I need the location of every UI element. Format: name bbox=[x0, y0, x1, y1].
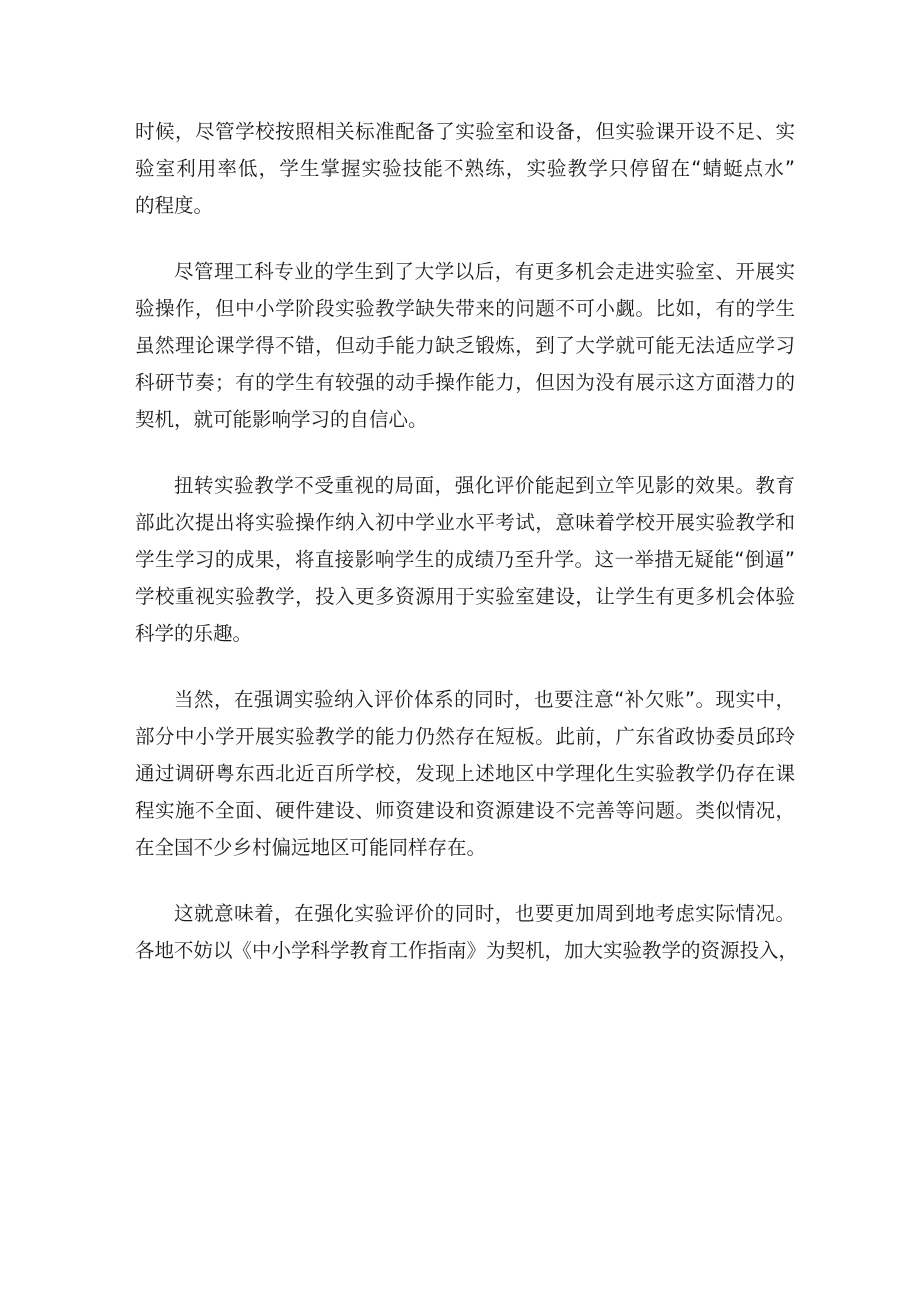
text-line: 各地不妨以《中小学科学教育工作指南》为契机，加大实验教学的资源投入， bbox=[135, 939, 799, 962]
text-line: 通过调研粤东西北近百所学校，发现上述地区中学理化生实验教学仍存在课 bbox=[135, 762, 795, 785]
text-line: 学校重视实验教学，投入更多资源用于实验室建设，让学生有更多机会体验 bbox=[135, 585, 795, 608]
paragraph-4 bbox=[135, 681, 795, 866]
text-line: 在全国不少乡村偏远地区可能同样存在。 bbox=[135, 836, 487, 859]
text-line: 学生学习的成果，将直接影响学生的成绩乃至升学。这一举措无疑能“倒逼” bbox=[135, 548, 795, 571]
text-line: 科学的乐趣。 bbox=[135, 622, 253, 645]
text-line: 尽管理工科专业的学生到了大学以后，有更多机会走进实验室、开展实 bbox=[174, 260, 795, 283]
paragraph-3 bbox=[135, 467, 795, 652]
paragraph-1 bbox=[135, 113, 795, 224]
text-line: 的程度。 bbox=[135, 194, 214, 217]
text-line: 验室利用率低，学生掌握实验技能不熟练，实验教学只停留在“蜻蜓点水” bbox=[135, 157, 795, 180]
text-line: 当然，在强调实验纳入评价体系的同时，也要注意“补欠账”。现实中， bbox=[174, 688, 795, 711]
text-line: 契机，就可能影响学习的自信心。 bbox=[135, 408, 428, 431]
text-line: 验操作，但中小学阶段实验教学缺失带来的问题不可小觑。比如，有的学生 bbox=[135, 297, 795, 320]
text-line: 部分中小学开展实验教学的能力仍然存在短板。此前，广东省政协委员邱玲 bbox=[135, 725, 795, 748]
article-body bbox=[135, 113, 799, 998]
text-line: 这就意味着，在强化实验评价的同时，也要更加周到地考虑实际情况。 bbox=[174, 902, 795, 925]
text-line: 虽然理论课学得不错，但动手能力缺乏锻炼，到了大学就可能无法适应学习 bbox=[135, 334, 795, 357]
text-line: 扭转实验教学不受重视的局面，强化评价能起到立竿见影的效果。教育 bbox=[174, 474, 795, 497]
text-line: 科研节奏；有的学生有较强的动手操作能力，但因为没有展示这方面潜力的 bbox=[135, 371, 795, 394]
paragraph-2 bbox=[135, 253, 795, 438]
text-line: 时候，尽管学校按照相关标准配备了实验室和设备，但实验课开设不足、实 bbox=[135, 120, 795, 143]
paragraph-5 bbox=[135, 895, 799, 969]
text-line: 程实施不全面、硬件建设、师资建设和资源建设不完善等问题。类似情况， bbox=[135, 799, 795, 822]
text-line: 部此次提出将实验操作纳入初中学业水平考试，意味着学校开展实验教学和 bbox=[135, 511, 795, 534]
